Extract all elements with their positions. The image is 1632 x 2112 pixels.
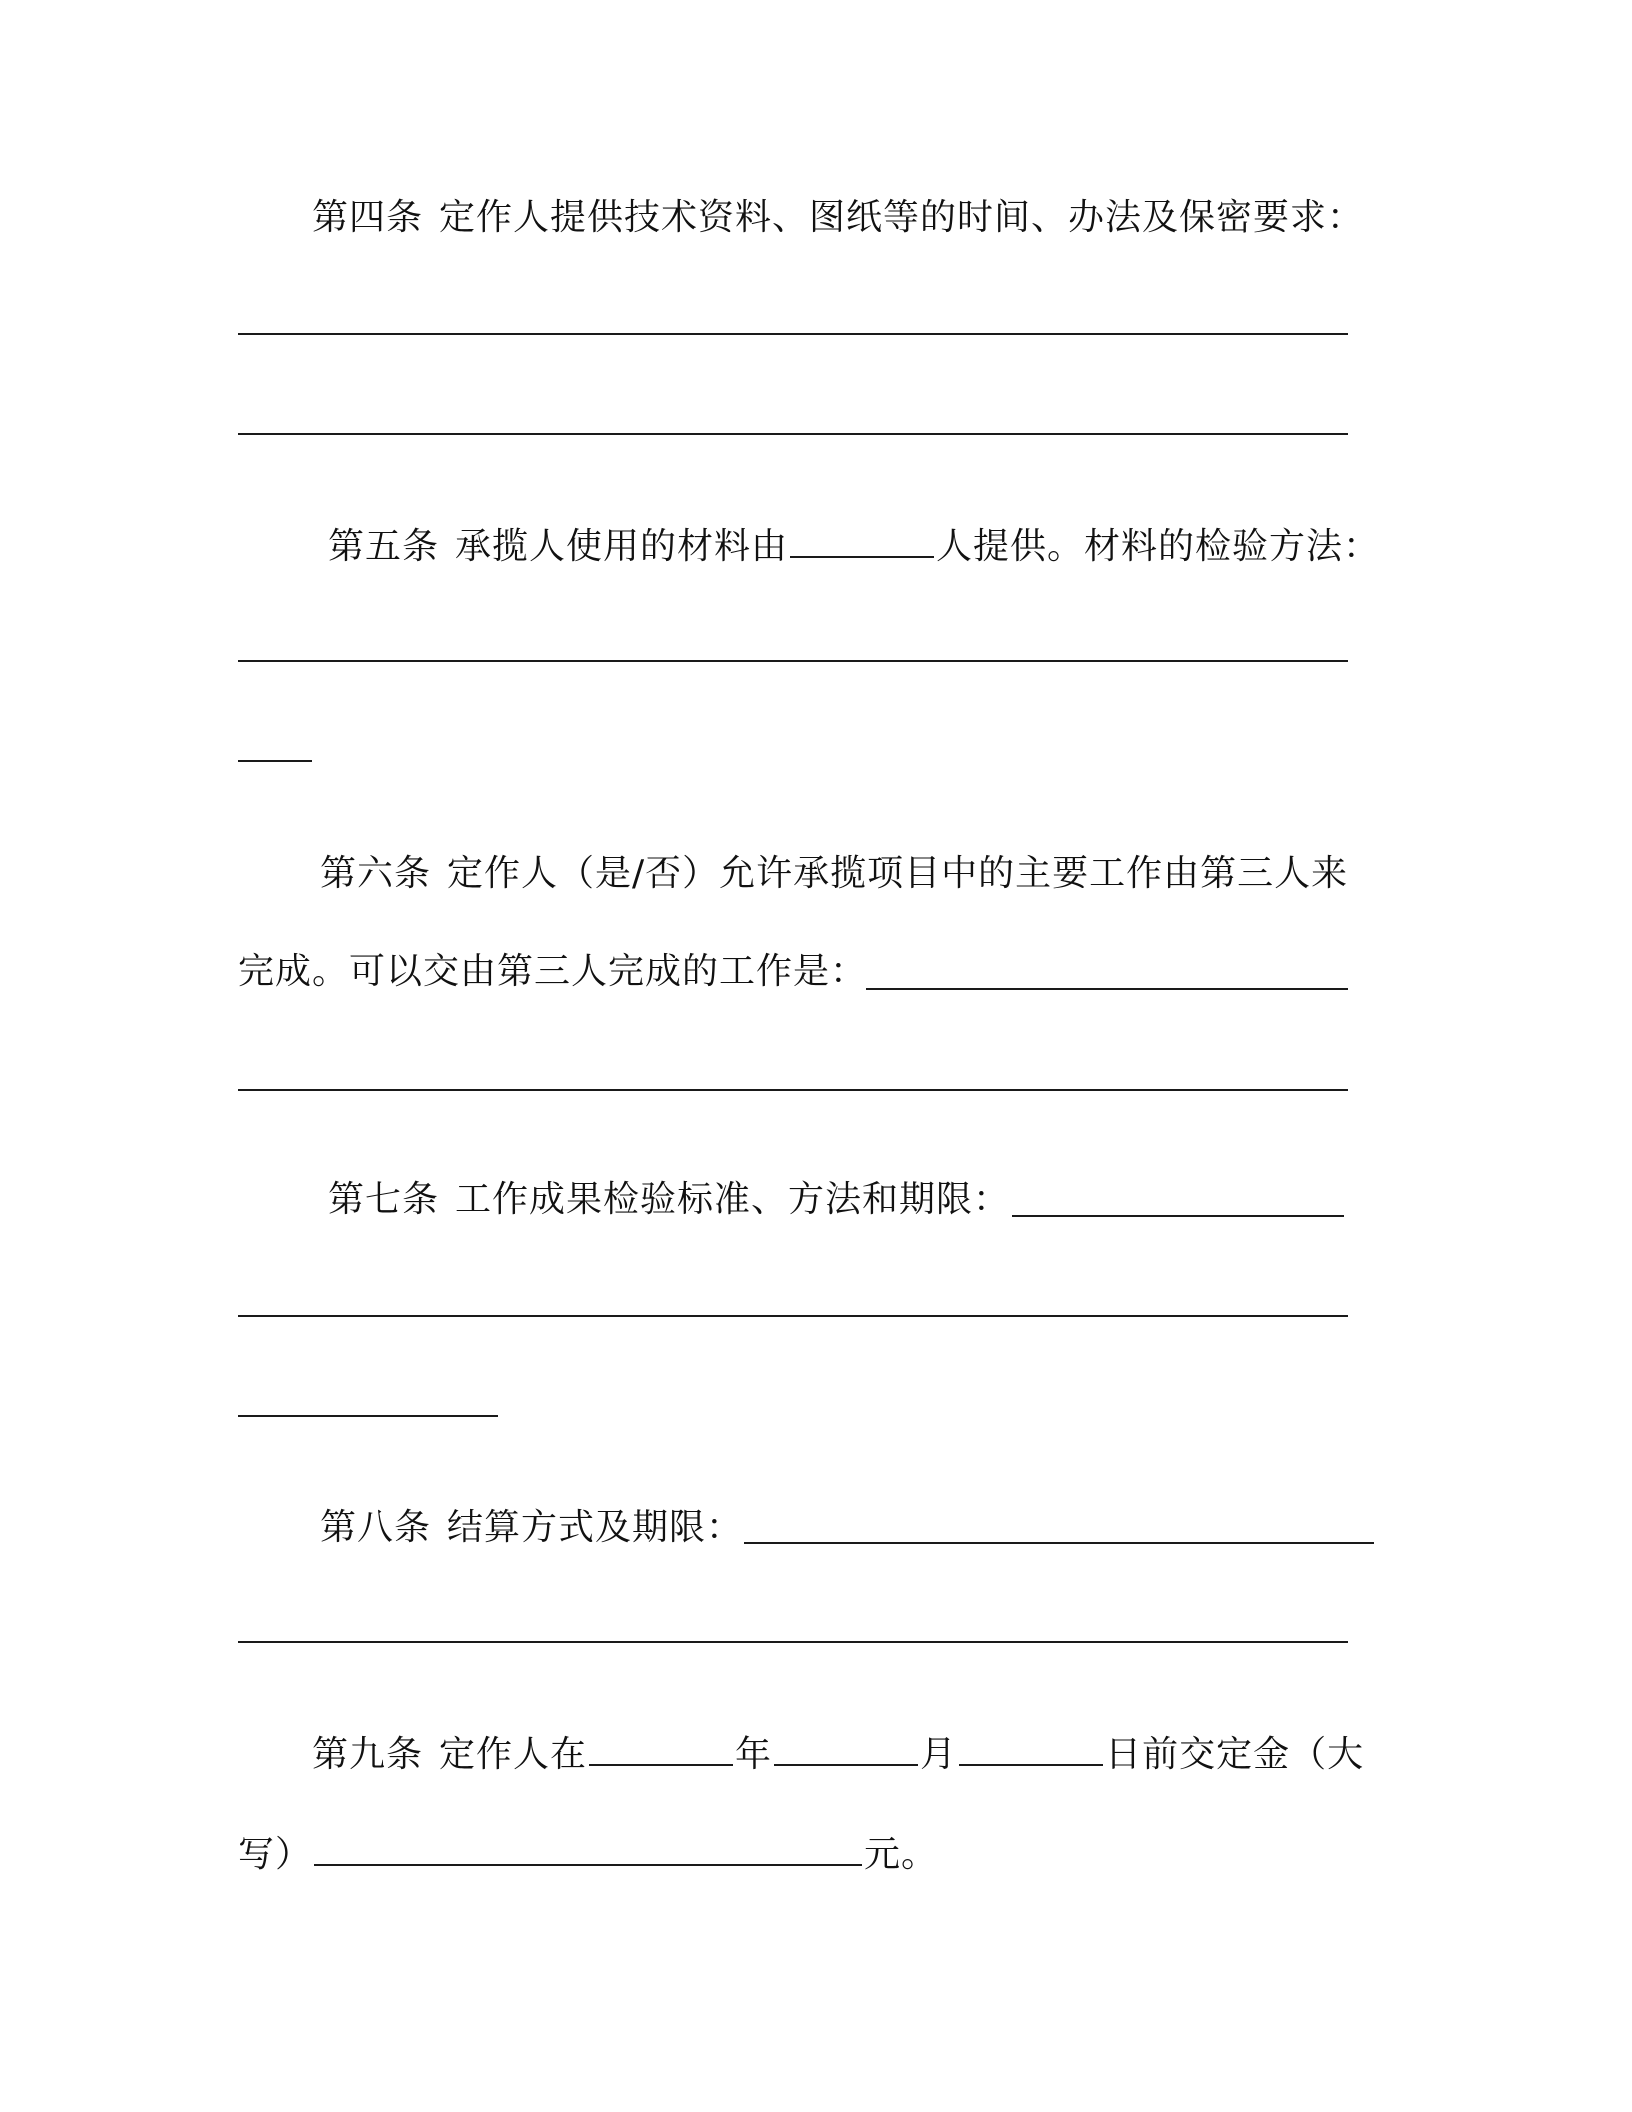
article-7 bbox=[328, 1176, 1010, 1224]
article-6-blank-inline[interactable] bbox=[866, 988, 1348, 990]
article-8-blank-line[interactable] bbox=[238, 1641, 1348, 1643]
article-7-blank-inline[interactable] bbox=[1012, 1215, 1344, 1217]
article-8-number: 第八条 bbox=[320, 1507, 432, 1548]
article-8-blank-inline[interactable] bbox=[744, 1542, 1374, 1544]
article-5-provider-blank[interactable] bbox=[790, 522, 934, 558]
article-7-number: 第七条 bbox=[328, 1179, 440, 1220]
article-4-blank-line-2[interactable] bbox=[238, 433, 1348, 435]
article-9-year-label: 年 bbox=[735, 1734, 773, 1775]
article-8-text: 结算方式及期限： bbox=[447, 1507, 744, 1548]
article-6 bbox=[320, 850, 1348, 898]
article-4-number: 第四条 bbox=[312, 197, 424, 238]
article-9-amount-blank[interactable] bbox=[314, 1830, 862, 1866]
article-5-blank-line-2[interactable] bbox=[238, 760, 312, 762]
article-5-text-1: 承揽人使用的材料由 bbox=[455, 526, 789, 567]
article-9-text-1: 定作人在 bbox=[439, 1734, 588, 1775]
article-9-month-blank[interactable] bbox=[774, 1730, 918, 1766]
article-9 bbox=[312, 1730, 1364, 1779]
article-6-blank-line[interactable] bbox=[238, 1089, 1348, 1091]
article-7-blank-line-1[interactable] bbox=[238, 1315, 1348, 1317]
article-9-yuan: 元。 bbox=[864, 1834, 939, 1875]
article-5-blank-line-1[interactable] bbox=[238, 660, 1348, 662]
article-8 bbox=[320, 1504, 743, 1552]
article-5-text-2: 人提供。材料的检验方法： bbox=[936, 526, 1381, 567]
article-4-blank-line-1[interactable] bbox=[238, 333, 1348, 335]
article-6-line-2 bbox=[238, 948, 867, 996]
article-9-day-text: 日前交定金（大 bbox=[1105, 1734, 1365, 1775]
article-7-text: 工作成果检验标准、方法和期限： bbox=[455, 1179, 1011, 1220]
article-9-year-blank[interactable] bbox=[589, 1730, 733, 1766]
article-7-blank-line-2[interactable] bbox=[238, 1415, 498, 1417]
article-4 bbox=[312, 194, 1364, 242]
article-4-text: 定作人提供技术资料、图纸等的时间、办法及保密要求： bbox=[439, 197, 1365, 238]
article-6-text-2: 完成。可以交由第三人完成的工作是： bbox=[238, 951, 868, 992]
article-9-month-label: 月 bbox=[920, 1734, 958, 1775]
article-6-text-1: 定作人（是/否）允许承揽项目中的主要工作由第三人来 bbox=[447, 853, 1349, 894]
article-9-line-2 bbox=[238, 1830, 938, 1879]
article-9-day-blank[interactable] bbox=[959, 1730, 1103, 1766]
article-9-text-2: 写） bbox=[238, 1834, 313, 1875]
article-6-number: 第六条 bbox=[320, 853, 432, 894]
article-5 bbox=[328, 522, 1380, 571]
article-9-number: 第九条 bbox=[312, 1734, 424, 1775]
article-5-number: 第五条 bbox=[328, 526, 440, 567]
